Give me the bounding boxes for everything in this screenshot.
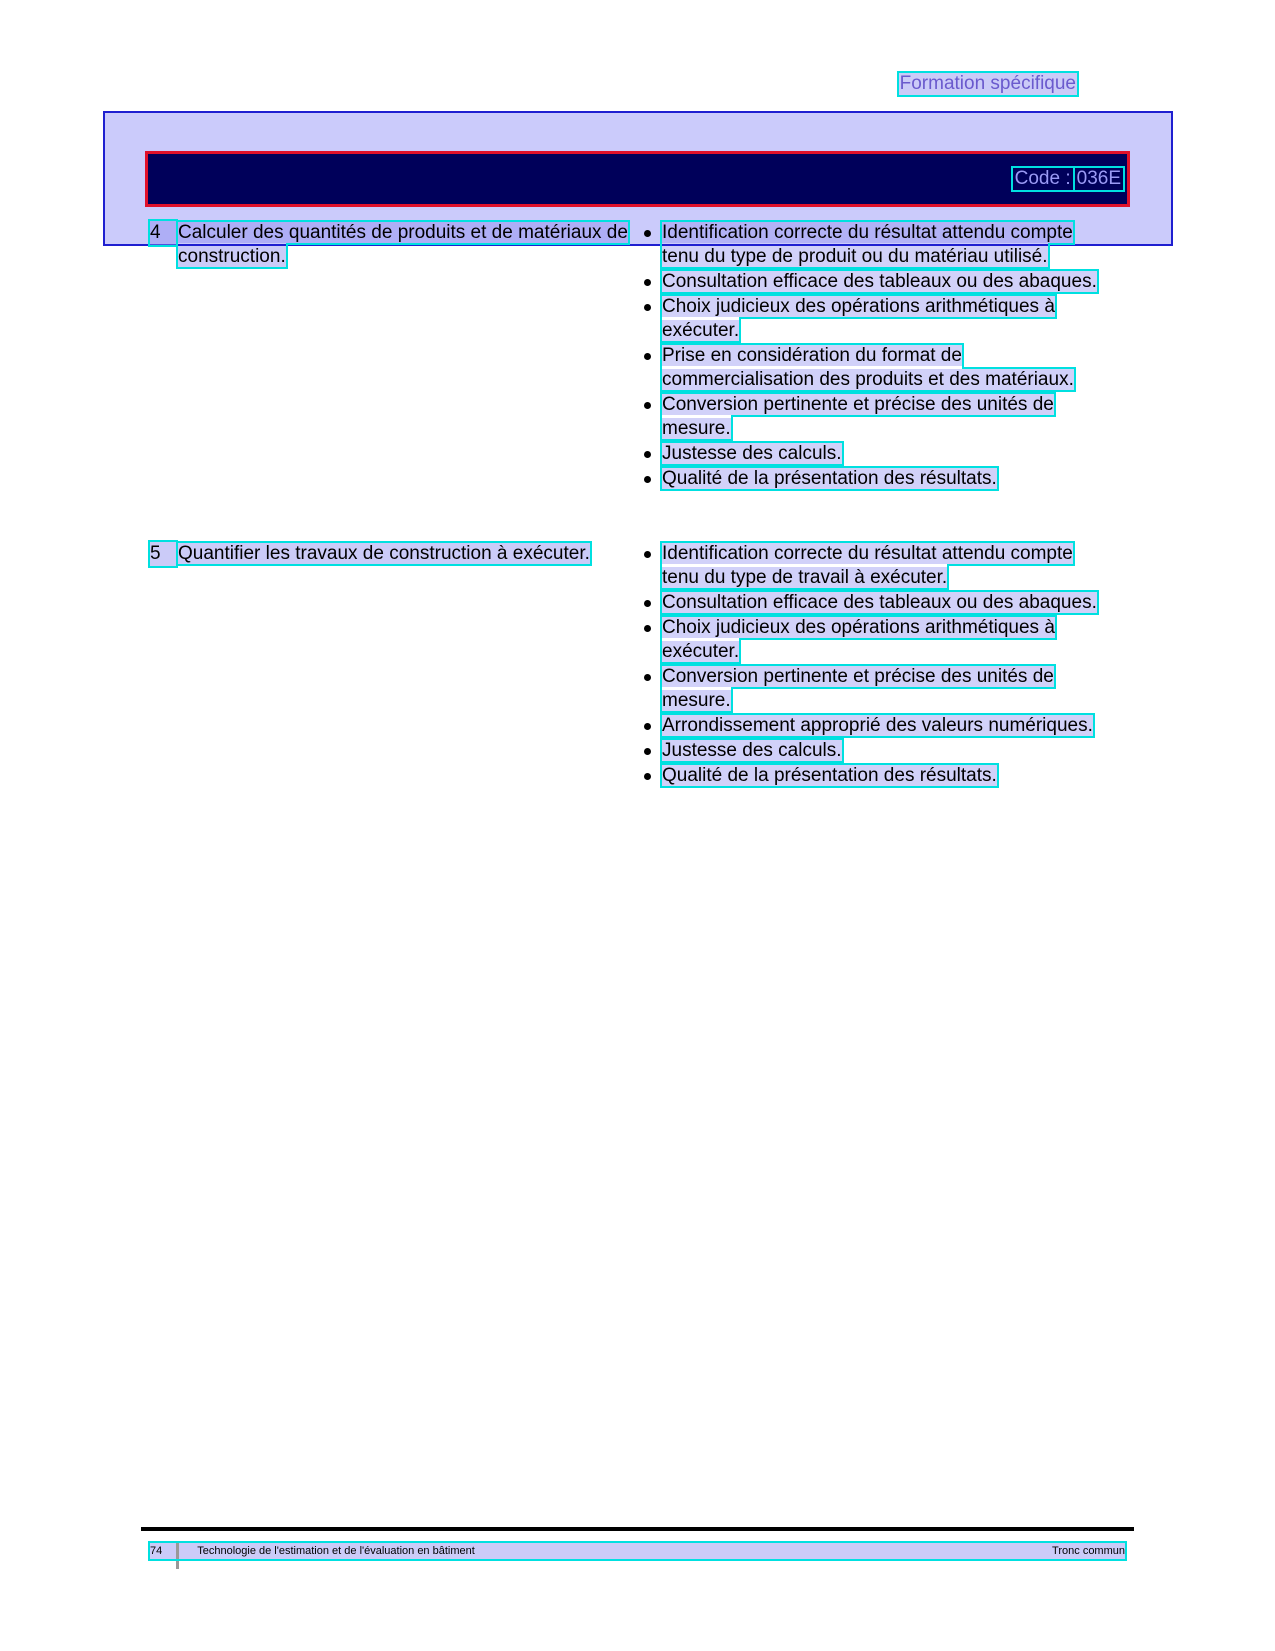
criterion-item: Choix judicieux des opérations arithmétiques à exécuter. [640, 295, 1110, 343]
criterion-item: Prise en considération du format de commercialisation des produits et des matériaux. [640, 344, 1110, 392]
criterion-item: Justesse des calculs. [640, 739, 1110, 763]
code-value: 036E [1076, 168, 1121, 189]
module-code [1013, 168, 1123, 190]
criterion-item: Justesse des calculs. [640, 442, 1110, 466]
code-label: Code : [1014, 168, 1071, 189]
criterion-item: Consultation efficace des tableaux ou des abaques. [640, 270, 1110, 294]
criterion-item: Consultation efficace des tableaux ou des abaques. [640, 591, 1110, 615]
criterion-item: Arrondissement approprié des valeurs numériques. [640, 714, 1110, 738]
criterion-item: Choix judicieux des opérations arithmétiques à exécuter. [640, 616, 1110, 664]
section-header: Formation spécifique [899, 73, 1076, 94]
page-footer [150, 1543, 1125, 1559]
program-label: Tronc commun [1052, 1545, 1125, 1557]
document-title: Technologie de l'estimation et de l'évaluation en bâtiment [197, 1545, 475, 1557]
page-number: 74 [150, 1545, 163, 1557]
competency-number: 5 [150, 542, 176, 566]
criterion-item: Conversion pertinente et précise des unités de mesure. [640, 665, 1110, 713]
criteria-list [640, 542, 1110, 789]
competency-number: 4 [150, 221, 176, 245]
criteria-list [640, 221, 1110, 492]
criterion-item: Qualité de la présentation des résultats. [640, 467, 1110, 491]
competency-text: Calculer des quantités de produits et de matériaux de construction. [178, 222, 628, 267]
criterion-item: Conversion pertinente et précise des unités de mesure. [640, 393, 1110, 441]
criterion-item: Qualité de la présentation des résultats. [640, 764, 1110, 788]
criterion-item: Identification correcte du résultat attendu compte tenu du type de produit ou du matériau utilisé. [640, 221, 1110, 269]
competency-text: Quantifier les travaux de construction à exécuter. [178, 543, 590, 564]
criterion-item: Identification correcte du résultat attendu compte tenu du type de travail à exécuter. [640, 542, 1110, 590]
code-bar [145, 151, 1130, 207]
footer-rule [141, 1527, 1134, 1531]
footer-separator [176, 1543, 179, 1569]
